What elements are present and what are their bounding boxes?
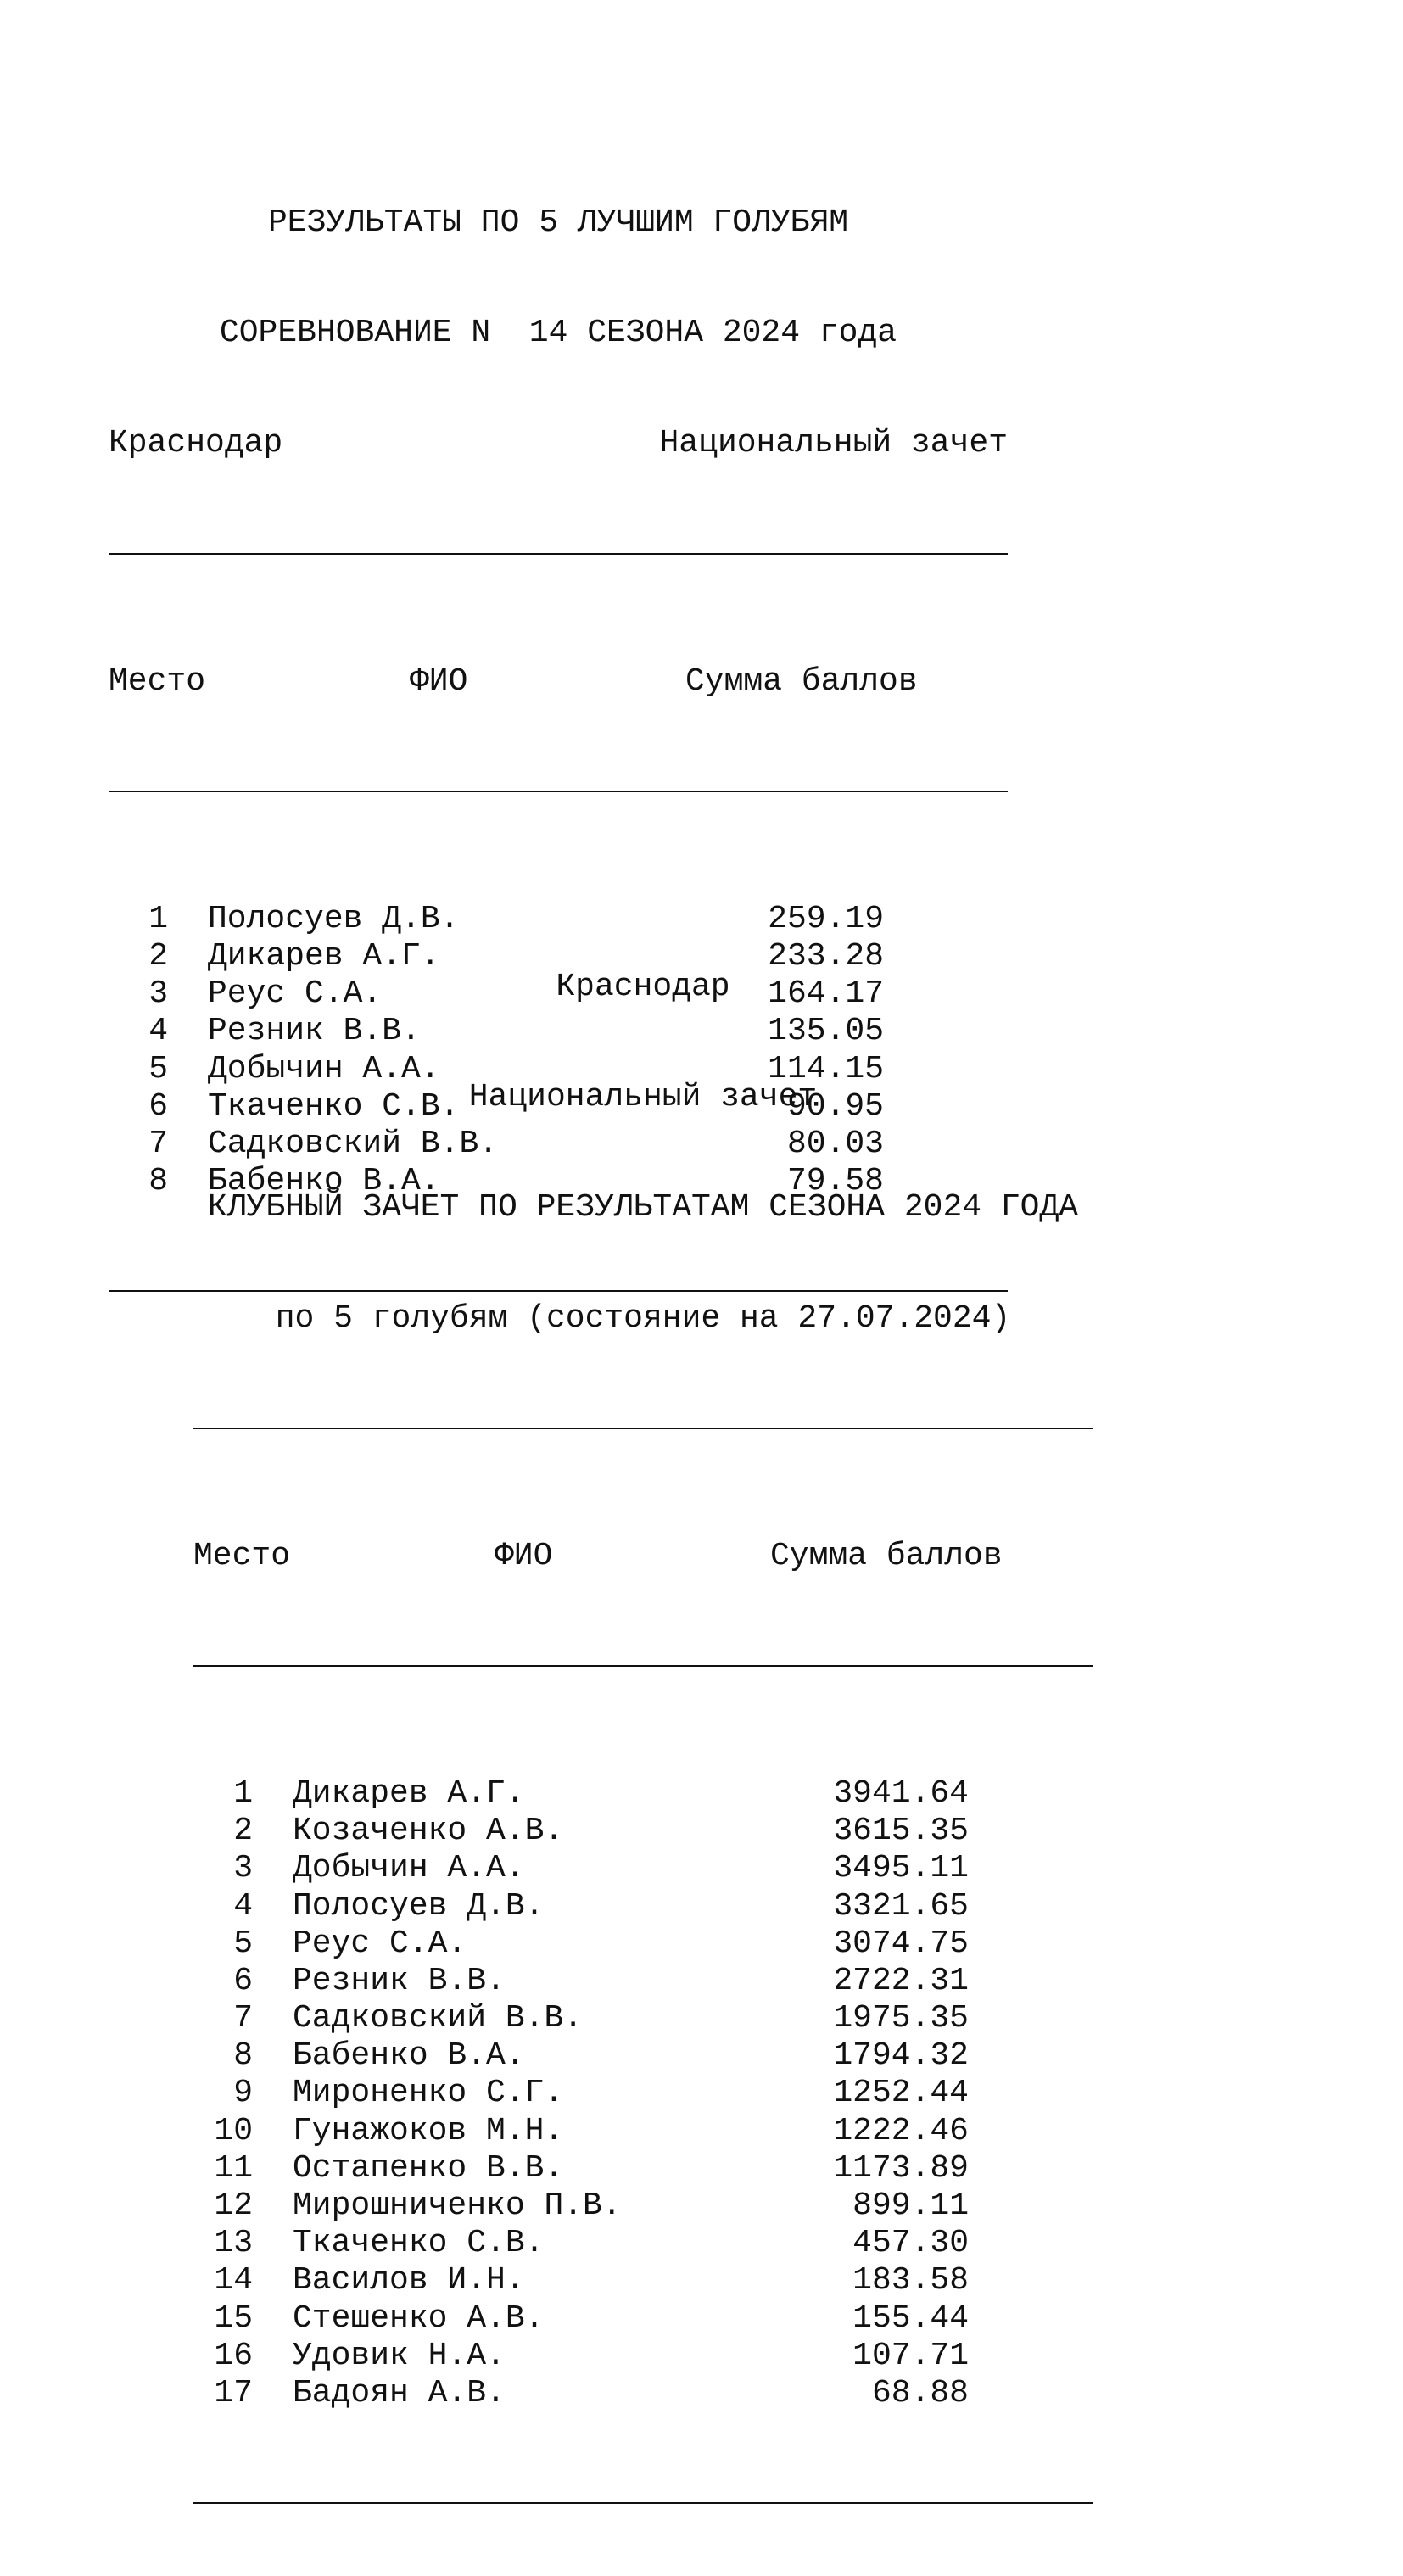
report1-divider-top (109, 536, 1008, 555)
row-score: 1975.35 (833, 2000, 969, 2037)
row-score: 259.19 (768, 900, 884, 937)
row-score: 80.03 (786, 1125, 884, 1162)
report2-header-score: Сумма баллов (770, 1537, 1003, 1574)
row-name: Мирошниченко П.В. (293, 2188, 622, 2224)
row-place: 12 (214, 2188, 253, 2224)
row-place: 1 (148, 900, 168, 937)
row-place: 7 (233, 2000, 253, 2037)
row-place: 5 (148, 1050, 168, 1087)
row-score: 457.30 (852, 2225, 969, 2262)
table-row (193, 1813, 1093, 1850)
row-name: Бадоян А.В. (293, 2374, 506, 2411)
report1-table-header (109, 663, 1008, 701)
row-score: 135.05 (768, 1013, 884, 1050)
row-name: Удовик Н.А. (293, 2337, 506, 2374)
report2-table-header (193, 1538, 1093, 1575)
row-place: 9 (233, 2075, 253, 2112)
row-name: Ткаченко С.В. (293, 2225, 545, 2262)
row-score: 107.71 (852, 2337, 969, 2374)
row-name: Реус С.А. (208, 975, 383, 1013)
row-place: 2 (148, 937, 168, 975)
row-score: 68.88 (871, 2374, 969, 2411)
row-place: 4 (233, 1887, 253, 1925)
row-score: 90.95 (786, 1087, 884, 1125)
report2-category: Национальный зачет (468, 1079, 818, 1116)
row-score: 2722.31 (833, 1962, 969, 1999)
row-name: Стешенко А.В. (293, 2299, 545, 2337)
row-name: Садковский В.В. (293, 2000, 584, 2037)
table-row (193, 2113, 1093, 2150)
table-row (193, 2000, 1093, 2037)
report2-header-place: Место (193, 1537, 291, 1574)
row-name: Резник В.В. (208, 1013, 421, 1050)
table-row (193, 1963, 1093, 2000)
table-row (193, 2075, 1093, 2112)
table-row (193, 1775, 1093, 1813)
row-name: Садковский В.В. (208, 1125, 499, 1162)
row-name: Дикарев А.Г. (293, 1774, 525, 1812)
report1-header-name: ФИО (410, 662, 468, 700)
row-place: 4 (148, 1013, 168, 1050)
row-name: Реус С.А. (293, 1925, 467, 1962)
table-row (193, 2375, 1093, 2412)
row-score: 155.44 (852, 2299, 969, 2337)
row-score: 114.15 (768, 1050, 884, 1087)
row-score: 3495.11 (833, 1850, 969, 1887)
row-place: 2 (233, 1813, 253, 1850)
report1-divider-header (109, 774, 1008, 792)
row-place: 15 (214, 2299, 253, 2337)
row-score: 183.58 (852, 2262, 969, 2299)
table-row (193, 2300, 1093, 2338)
row-score: 3941.64 (833, 1774, 969, 1812)
row-name: Бабенко В.А. (208, 1163, 440, 1200)
row-name: Гунажоков М.Н. (293, 2112, 564, 2149)
table-row (193, 1925, 1093, 1963)
report1-header-place: Место (109, 662, 206, 700)
row-name: Полосуев Д.В. (208, 900, 460, 937)
row-name: Полосуев Д.В. (293, 1887, 545, 1925)
row-place: 17 (214, 2374, 253, 2411)
report1-subheader (109, 425, 1008, 462)
report2-divider-bottom (193, 2485, 1093, 2504)
row-score: 79.58 (786, 1163, 884, 1200)
report2-header-name: ФИО (495, 1537, 553, 1574)
row-place: 8 (148, 1163, 168, 1200)
row-place: 6 (233, 1962, 253, 1999)
row-name: Добычин А.А. (293, 1850, 525, 1887)
row-name: Остапенко В.В. (293, 2149, 564, 2187)
row-place: 10 (214, 2112, 253, 2149)
table-row (193, 1888, 1093, 1925)
row-place: 1 (233, 1774, 253, 1812)
row-place: 11 (214, 2149, 253, 2187)
row-place: 3 (148, 975, 168, 1013)
report2-table-body (193, 1775, 1093, 2412)
row-place: 8 (233, 2037, 253, 2075)
report1-title-line2: СОРЕВНОВАНИЕ N 14 СЕЗОНА 2024 года (219, 315, 897, 352)
table-row (193, 2188, 1093, 2225)
report1-category: Национальный зачет (659, 425, 1008, 462)
row-place: 13 (214, 2225, 253, 2262)
report1-city: Краснодар (109, 425, 283, 462)
row-place: 5 (233, 1925, 253, 1962)
row-score: 1252.44 (833, 2075, 969, 2112)
report2-divider-header (193, 1648, 1093, 1667)
row-score: 899.11 (852, 2188, 969, 2224)
table-row (193, 2150, 1093, 2188)
table-row (193, 2225, 1093, 2262)
row-place: 14 (214, 2262, 253, 2299)
table-row (193, 2037, 1093, 2075)
row-score: 164.17 (768, 975, 884, 1013)
row-name: Бабенко В.А. (293, 2037, 525, 2075)
row-score: 3615.35 (833, 1813, 969, 1850)
row-score: 233.28 (768, 937, 884, 975)
report1-header-score: Сумма баллов (685, 662, 918, 700)
row-place: 6 (148, 1087, 168, 1125)
table-row (193, 1850, 1093, 1887)
report2-title-line2: по 5 голубям (состояние на 27.07.2024) (275, 1299, 1011, 1337)
row-score: 3321.65 (833, 1887, 969, 1925)
report2-city: Краснодар (556, 969, 730, 1005)
row-name: Василов И.Н. (293, 2262, 525, 2299)
table-row (193, 2262, 1093, 2299)
row-name: Дикарев А.Г. (208, 937, 440, 975)
row-name: Резник В.В. (293, 1962, 506, 1999)
report1-title-line1: РЕЗУЛЬТАТЫ ПО 5 ЛУЧШИМ ГОЛУБЯМ (267, 204, 849, 241)
row-name: Добычин А.А. (208, 1050, 440, 1087)
report2-divider-top (193, 1411, 1093, 1429)
row-place: 16 (214, 2337, 253, 2374)
row-score: 3074.75 (833, 1925, 969, 1962)
row-name: Мироненко С.Г. (293, 2075, 564, 2112)
row-name: Ткаченко С.В. (208, 1087, 460, 1125)
report2 (193, 896, 1093, 2576)
report2-title-line1: КЛУБНЫЙ ЗАЧЕТ ПО РЕЗУЛЬТАТАМ СЕЗОНА 2024 ГОДА (207, 1189, 1079, 1227)
row-name: Козаченко А.В. (293, 1813, 564, 1850)
row-place: 3 (233, 1850, 253, 1887)
table-row (193, 2338, 1093, 2375)
row-score: 1794.32 (833, 2037, 969, 2075)
row-place: 7 (148, 1125, 168, 1162)
row-score: 1222.46 (833, 2112, 969, 2149)
row-score: 1173.89 (833, 2149, 969, 2187)
